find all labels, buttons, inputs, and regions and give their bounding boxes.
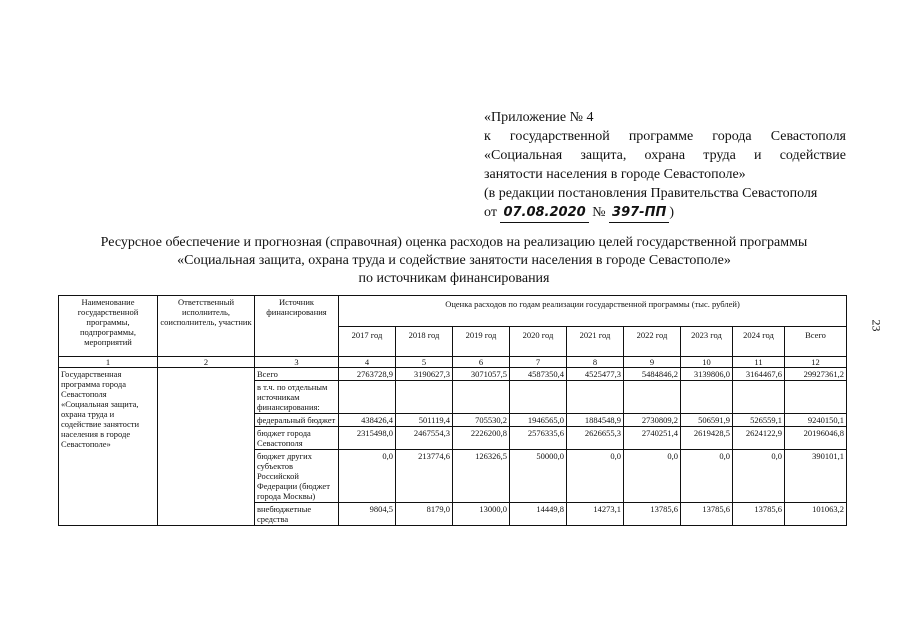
value-cell: 14449,8 [510, 503, 567, 526]
appendix-title: «Приложение № 4 [484, 110, 594, 125]
value-cell [510, 381, 567, 414]
column-index-cell: 11 [733, 357, 785, 368]
page-number: 23 [869, 319, 884, 332]
value-cell: 0,0 [339, 450, 396, 503]
appendix-date-line: от 07.08.2020 № 397-ПП ) [484, 203, 846, 223]
value-cell [396, 381, 453, 414]
column-index-cell: 3 [255, 357, 339, 368]
value-cell: 13785,6 [624, 503, 681, 526]
value-cell: 2763728,9 [339, 368, 396, 381]
program-name-cell: Государственная программа города Севастополя «Социальная защита, охрана труда и содействие занятости населения в городе Севастополе» [59, 368, 158, 526]
value-cell: 4587350,4 [510, 368, 567, 381]
funding-table [58, 295, 847, 526]
value-cell: 126326,5 [453, 450, 510, 503]
value-cell: 13785,6 [681, 503, 733, 526]
column-index-cell: 9 [624, 357, 681, 368]
year-header: 2017 год [339, 327, 396, 357]
value-cell: 0,0 [681, 450, 733, 503]
source-cell: бюджет других субъектов Российской Федерации (бюджет города Москвы) [255, 450, 339, 503]
value-cell: 2619428,5 [681, 427, 733, 450]
value-cell: 2576335,6 [510, 427, 567, 450]
value-cell: 5484846,2 [624, 368, 681, 381]
source-cell: в т.ч. по отдельным источникам финансирования: [255, 381, 339, 414]
source-cell: федеральный бюджет [255, 414, 339, 427]
handwritten-date: 07.08.2020 [500, 203, 588, 223]
value-cell: 2315498,0 [339, 427, 396, 450]
value-cell [453, 381, 510, 414]
appendix-line: «Социальная защита, охрана труда и содействие [484, 148, 846, 163]
value-cell: 705530,2 [453, 414, 510, 427]
column-index-cell: 7 [510, 357, 567, 368]
value-cell [339, 381, 396, 414]
value-cell: 14273,1 [567, 503, 624, 526]
value-cell: 50000,0 [510, 450, 567, 503]
source-cell: Всего [255, 368, 339, 381]
value-cell: 3139806,0 [681, 368, 733, 381]
year-header: 2019 год [453, 327, 510, 357]
column-index-cell: 1 [59, 357, 158, 368]
value-cell: 2624122,9 [733, 427, 785, 450]
value-cell: 2467554,3 [396, 427, 453, 450]
header-executor: Ответственный исполнитель, соисполнитель, участник [158, 296, 255, 357]
header-name: Наименование государственной программы, подпрограммы, мероприятий [59, 296, 158, 357]
value-cell: 213774,6 [396, 450, 453, 503]
table-row [59, 368, 847, 381]
value-cell: 501119,4 [396, 414, 453, 427]
column-index-cell: 12 [785, 357, 847, 368]
value-cell [785, 381, 847, 414]
column-index-cell: 5 [396, 357, 453, 368]
year-header: 2022 год [624, 327, 681, 357]
value-cell: 13000,0 [453, 503, 510, 526]
value-cell: 2740251,4 [624, 427, 681, 450]
year-header: 2018 год [396, 327, 453, 357]
appendix-line: к государственной программе города Севастополя [484, 129, 846, 144]
value-cell: 20196046,8 [785, 427, 847, 450]
year-header: 2020 год [510, 327, 567, 357]
value-cell: 1946565,0 [510, 414, 567, 427]
year-header: 2024 год [733, 327, 785, 357]
value-cell [733, 381, 785, 414]
column-index-cell: 4 [339, 357, 396, 368]
executor-cell [158, 368, 255, 526]
value-cell: 0,0 [624, 450, 681, 503]
value-cell [624, 381, 681, 414]
value-cell: 506591,9 [681, 414, 733, 427]
appendix-line: (в редакции постановления Правительства Севастополя [484, 186, 818, 201]
column-index-cell: 10 [681, 357, 733, 368]
document-title [40, 234, 868, 288]
value-cell: 101063,2 [785, 503, 847, 526]
value-cell: 2626655,3 [567, 427, 624, 450]
value-cell: 8179,0 [396, 503, 453, 526]
value-cell: 0,0 [733, 450, 785, 503]
value-cell: 29927361,2 [785, 368, 847, 381]
year-header: 2023 год [681, 327, 733, 357]
column-index-cell: 2 [158, 357, 255, 368]
title-line: Ресурсное обеспечение и прогнозная (справочная) оценка расходов на реализацию целей государственной программы [100, 235, 808, 250]
value-cell: 526559,1 [733, 414, 785, 427]
value-cell: 4525477,3 [567, 368, 624, 381]
value-cell: 3190627,3 [396, 368, 453, 381]
column-index-cell: 8 [567, 357, 624, 368]
appendix-line: занятости населения в городе Севастополе» [484, 167, 746, 182]
value-cell: 390101,1 [785, 450, 847, 503]
value-cell [567, 381, 624, 414]
appendix-block [484, 108, 846, 223]
value-cell: 0,0 [567, 450, 624, 503]
year-header: Всего [785, 327, 847, 357]
year-header: 2021 год [567, 327, 624, 357]
value-cell: 13785,6 [733, 503, 785, 526]
title-line: по источникам финансирования [358, 271, 550, 286]
value-cell: 9240150,1 [785, 414, 847, 427]
column-index-row [59, 357, 847, 368]
value-cell: 9804,5 [339, 503, 396, 526]
header-source: Источник финансирования [255, 296, 339, 357]
column-index-cell: 6 [453, 357, 510, 368]
value-cell [681, 381, 733, 414]
value-cell: 3164467,6 [733, 368, 785, 381]
source-cell: внебюджетные средства [255, 503, 339, 526]
value-cell: 438426,4 [339, 414, 396, 427]
header-estimate: Оценка расходов по годам реализации государственной программы (тыс. рублей) [339, 296, 847, 327]
value-cell: 2226200,8 [453, 427, 510, 450]
source-cell: бюджет города Севастополя [255, 427, 339, 450]
value-cell: 2730809,2 [624, 414, 681, 427]
handwritten-number: 397-ПП [609, 203, 669, 223]
value-cell: 1884548,9 [567, 414, 624, 427]
value-cell: 3071057,5 [453, 368, 510, 381]
title-line: «Социальная защита, охрана труда и содействие занятости населения в городе Севастополе» [177, 253, 731, 268]
